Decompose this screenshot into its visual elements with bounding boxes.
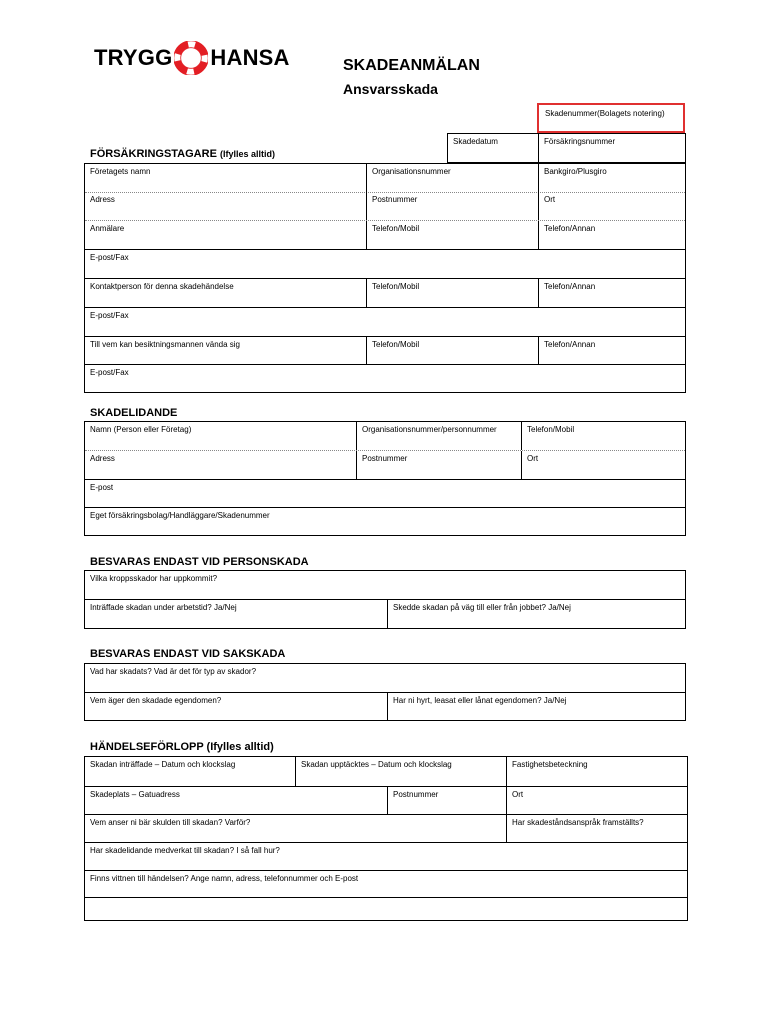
rented-label: Har ni hyrt, leasat eller lånat egendomen? Ja/Nej: [393, 696, 567, 705]
injured-phone-label: Telefon/Mobil: [527, 425, 575, 434]
location-label: Skadeplats – Gatuadress: [90, 790, 180, 799]
commute-label: Skedde skadan på väg till eller från jobbet? Ja/Nej: [393, 603, 571, 612]
address-label: Adress: [90, 195, 115, 204]
org-number-field[interactable]: [366, 164, 538, 192]
witnesses-label: Finns vittnen till händelsen? Ange namn, adress, telefonnummer och E-post: [90, 874, 359, 883]
table-row: [85, 479, 685, 508]
rented-field[interactable]: [387, 693, 685, 720]
own-insurer-label: Eget försäkringsbolag/Handläggare/Skadenummer: [90, 511, 270, 520]
table-row: [85, 571, 685, 599]
claims-made-label: Har skadeståndsanspråk framställts?: [512, 818, 644, 827]
location-field[interactable]: [85, 787, 387, 815]
document-title: SKADEANMÄLAN: [343, 57, 480, 74]
owner-field[interactable]: [85, 693, 387, 720]
reporter-email-field[interactable]: [85, 250, 685, 279]
policy-number-field[interactable]: [538, 134, 685, 162]
claims-made-field[interactable]: [506, 815, 687, 843]
what-damaged-field[interactable]: [85, 664, 685, 692]
table-row: [85, 814, 687, 843]
table-row: [85, 897, 687, 920]
table-row: [85, 192, 685, 221]
event-table: [84, 756, 688, 921]
email-fax-label: E-post/Fax: [90, 368, 129, 377]
reporter-phone-mobile-field[interactable]: [366, 221, 538, 249]
event-city-label: Ort: [512, 790, 524, 799]
during-work-label: Inträffade skadan under arbetstid? Ja/Nej: [90, 603, 237, 612]
discovered-label: Skadan upptäcktes – Datum och klockslag: [301, 760, 452, 769]
injured-city-field[interactable]: [521, 451, 685, 479]
city-label: Ort: [544, 195, 556, 204]
contact-person-field[interactable]: [85, 279, 366, 308]
injuries-field[interactable]: [85, 571, 685, 599]
injured-party-table: [84, 421, 686, 536]
table-row: [85, 278, 685, 308]
witnesses-continuation-field[interactable]: [85, 898, 687, 920]
contributed-label: Har skadelidande medverkat till skadan? I så fall hur?: [90, 846, 280, 855]
claim-number-label: Skadenummer(Bolagets notering): [545, 109, 665, 118]
injured-phone-field[interactable]: [521, 422, 685, 450]
policyholder-heading: [90, 148, 275, 160]
address-field[interactable]: [85, 192, 366, 220]
event-postal-code-label: Postnummer: [393, 790, 439, 799]
table-row: [85, 422, 685, 451]
injuries-label: Vilka kroppsskador har uppkommit?: [90, 574, 218, 583]
injured-city-label: Ort: [527, 454, 539, 463]
lifebuoy-icon: [174, 41, 208, 75]
phone-other-label: Telefon/Annan: [544, 224, 596, 233]
injured-name-label: Namn (Person eller Företag): [90, 425, 192, 434]
table-row: [85, 336, 685, 365]
document-subtitle: Ansvarsskada: [343, 81, 438, 97]
occurred-field[interactable]: [85, 757, 295, 786]
property-designation-label: Fastighetsbeteckning: [512, 760, 588, 769]
contact-phone-mobile-field[interactable]: [366, 279, 538, 308]
table-row: [85, 664, 685, 692]
phone-other-label: Telefon/Annan: [544, 282, 596, 291]
table-row: [85, 364, 685, 392]
inspector-contact-field[interactable]: [85, 337, 366, 365]
event-heading-text: HÄNDELSEFÖRLOPP: [90, 741, 204, 753]
own-insurer-field[interactable]: [85, 508, 685, 535]
policy-number-label: Försäkringsnummer: [544, 137, 616, 146]
property-designation-field[interactable]: [506, 757, 687, 786]
property-damage-heading: BESVARAS ENDAST VID SAKSKADA: [90, 648, 286, 660]
table-row: [85, 307, 685, 337]
contact-email-field[interactable]: [85, 308, 685, 337]
date-policy-box: [447, 133, 686, 163]
table-row: [85, 164, 685, 193]
table-row: [85, 599, 685, 628]
property-damage-table: [84, 663, 686, 721]
bankgiro-field[interactable]: [538, 164, 685, 192]
org-number-label: Organisationsnummer: [372, 167, 451, 176]
table-row: [85, 757, 687, 786]
event-heading: [90, 741, 274, 753]
phone-mobile-label: Telefon/Mobil: [372, 224, 420, 233]
policyholder-heading-text: FÖRSÄKRINGSTAGARE: [90, 148, 217, 160]
personal-injury-table: [84, 570, 686, 629]
owner-label: Vem äger den skadade egendomen?: [90, 696, 222, 705]
event-postal-code-field[interactable]: [387, 787, 506, 815]
injured-email-field[interactable]: [85, 480, 685, 508]
policyholder-heading-note: (Ifylles alltid): [219, 149, 275, 159]
reporter-phone-other-field[interactable]: [538, 221, 685, 249]
table-row: [85, 786, 687, 815]
table-row: [85, 249, 685, 279]
commute-field[interactable]: [387, 600, 685, 628]
table-row: [85, 221, 685, 249]
contact-phone-other-field[interactable]: [538, 279, 685, 308]
inspector-contact-label: Till vem kan besiktningsmannen vända sig: [90, 340, 241, 349]
postal-code-label: Postnummer: [372, 195, 418, 204]
city-field[interactable]: [538, 192, 685, 220]
postal-code-field[interactable]: [366, 192, 538, 220]
contact-person-label: Kontaktperson för denna skadehändelse: [90, 282, 234, 291]
injured-email-label: E-post: [90, 483, 114, 492]
occurred-label: Skadan inträffade – Datum och klockslag: [90, 760, 236, 769]
claim-date-label: Skadedatum: [453, 137, 498, 146]
what-damaged-label: Vad har skadats? Vad är det för typ av skador?: [90, 667, 257, 676]
event-heading-note: (Ifylles alltid): [206, 741, 274, 753]
injured-id-number-label: Organisationsnummer/personnummer: [362, 425, 497, 434]
phone-mobile-label: Telefon/Mobil: [372, 340, 420, 349]
table-row: [85, 451, 685, 479]
injured-address-label: Adress: [90, 454, 115, 463]
injured-party-heading: SKADELIDANDE: [90, 407, 178, 419]
email-fax-label: E-post/Fax: [90, 311, 129, 320]
logo-word-right: HANSA: [210, 45, 290, 70]
table-row: [85, 870, 687, 898]
table-row: [85, 692, 685, 720]
table-row: [85, 507, 685, 535]
logo-word-left: TRYGG: [94, 45, 173, 70]
during-work-field[interactable]: [85, 600, 387, 628]
company-name-field[interactable]: [85, 164, 366, 192]
blame-label: Vem anser ni bär skulden till skadan? Varför?: [90, 818, 251, 827]
blame-field[interactable]: [85, 815, 506, 843]
trygg-hansa-logo: [94, 40, 290, 76]
claim-date-field[interactable]: [448, 134, 538, 162]
company-name-label: Företagets namn: [90, 167, 151, 176]
bankgiro-label: Bankgiro/Plusgiro: [544, 167, 607, 176]
injured-name-field[interactable]: [85, 422, 356, 450]
injured-address-field[interactable]: [85, 451, 356, 479]
reporter-label: Anmälare: [90, 224, 125, 233]
claim-number-field[interactable]: [537, 103, 685, 133]
event-city-field[interactable]: [506, 787, 687, 815]
inspector-phone-mobile-field[interactable]: [366, 337, 538, 365]
discovered-field[interactable]: [295, 757, 506, 786]
email-fax-label: E-post/Fax: [90, 253, 129, 262]
policyholder-table: [84, 163, 686, 393]
inspector-phone-other-field[interactable]: [538, 337, 685, 365]
reporter-field[interactable]: [85, 221, 366, 249]
contributed-field[interactable]: [85, 843, 687, 871]
phone-other-label: Telefon/Annan: [544, 340, 596, 349]
table-row: [85, 842, 687, 871]
witnesses-field[interactable]: [85, 871, 687, 898]
personal-injury-heading: BESVARAS ENDAST VID PERSONSKADA: [90, 556, 309, 568]
injured-postal-code-field[interactable]: [356, 451, 521, 479]
phone-mobile-label: Telefon/Mobil: [372, 282, 420, 291]
injured-id-number-field[interactable]: [356, 422, 521, 450]
inspector-email-field[interactable]: [85, 365, 685, 392]
injured-postal-code-label: Postnummer: [362, 454, 408, 463]
